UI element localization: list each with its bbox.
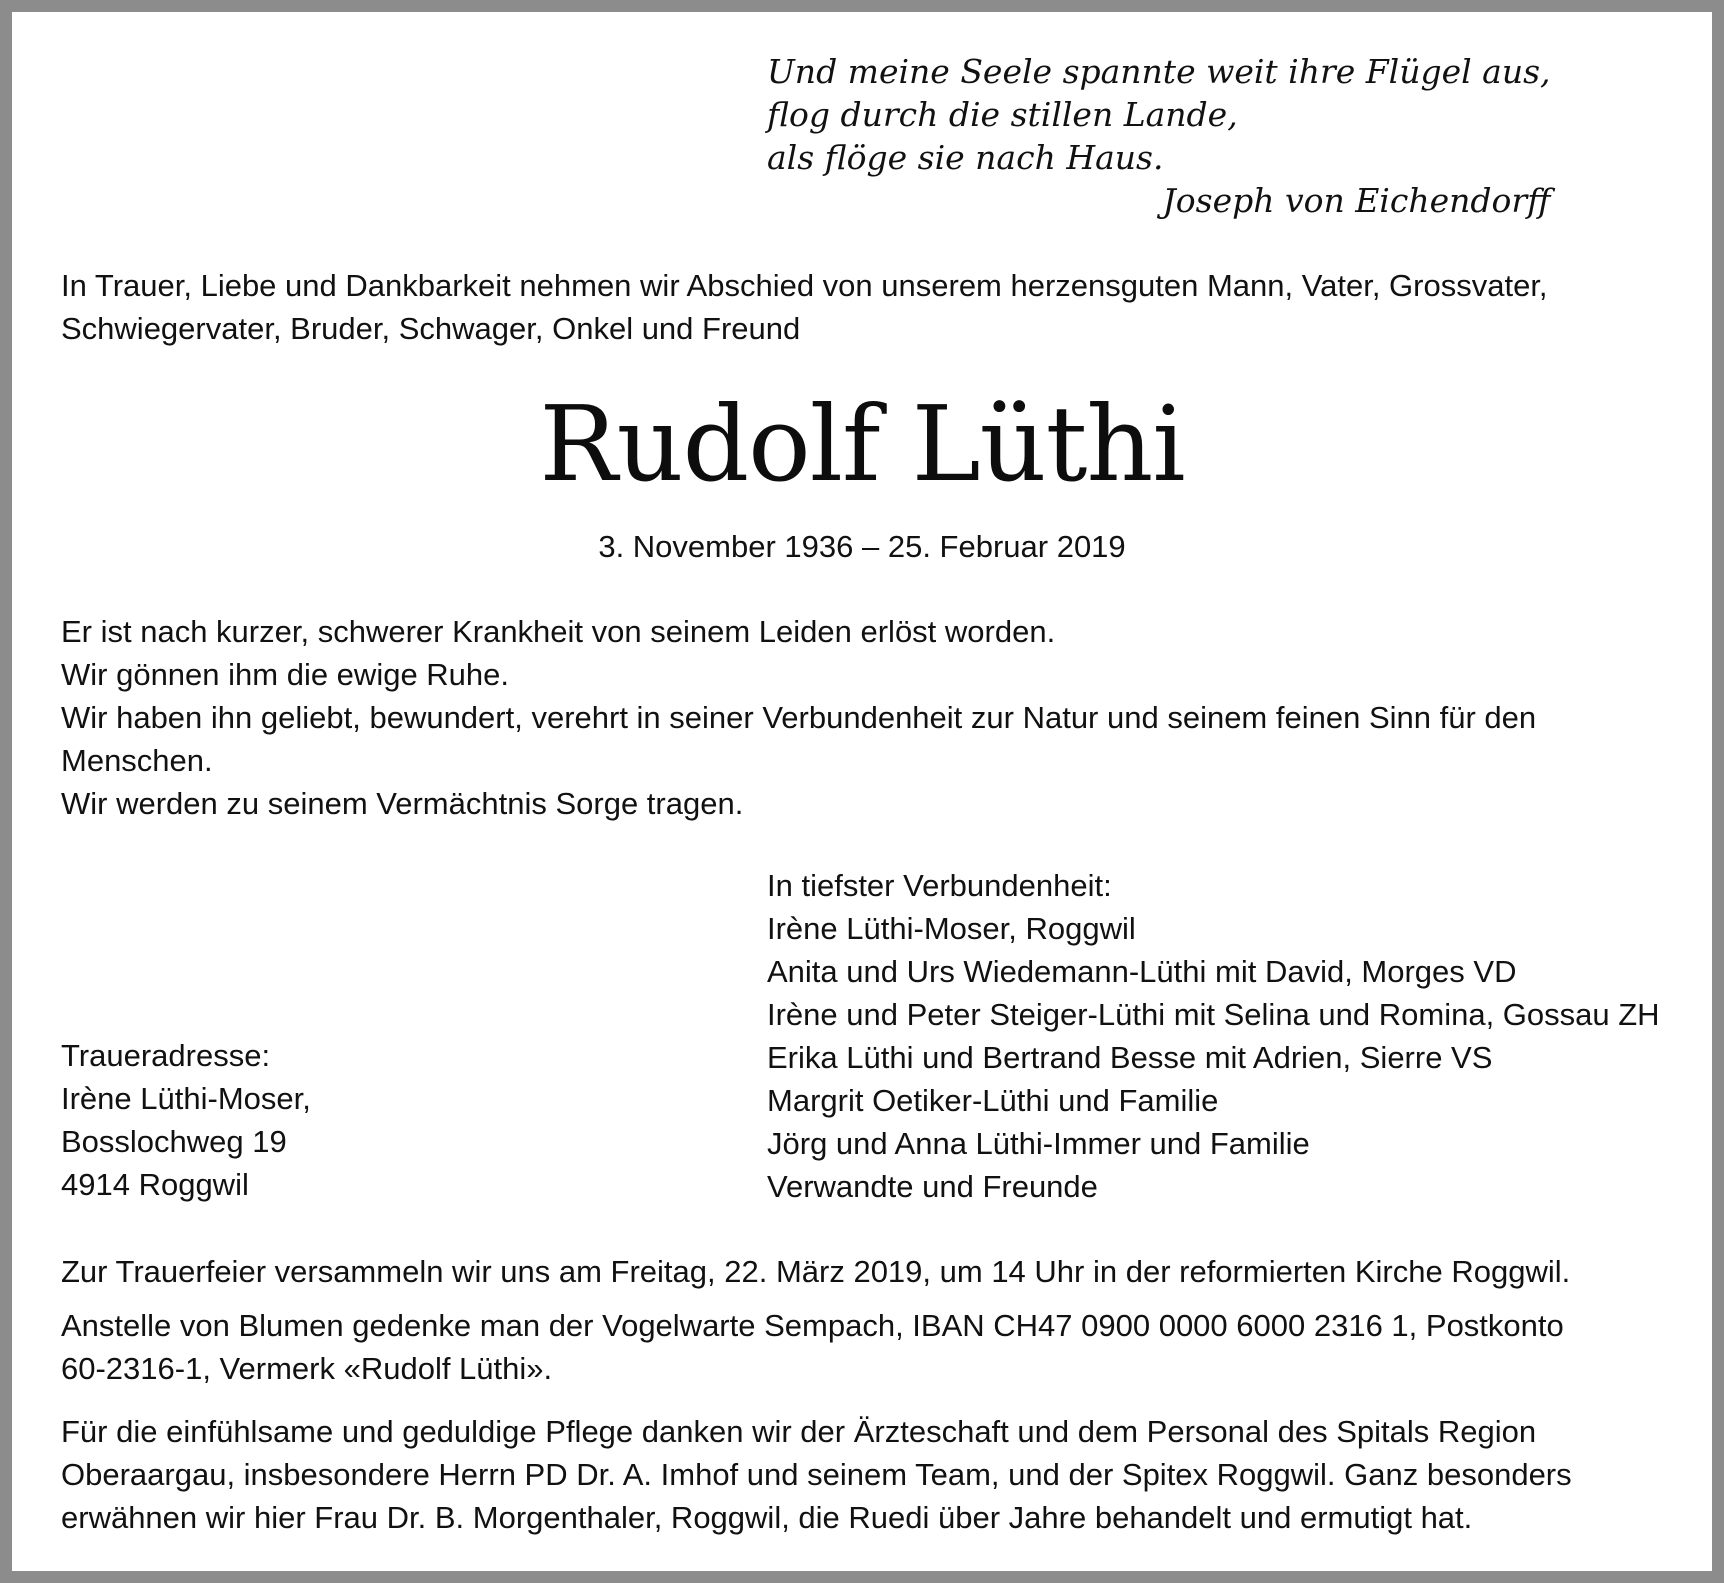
mourner-name: Anita und Urs Wiedemann-Lüthi mit David, Morges VD <box>767 954 1517 989</box>
address-heading: Traueradresse: <box>61 1038 271 1073</box>
ceremony-line: Zur Trauerfeier versammeln wir uns am Freitag, 22. März 2019, um 14 Uhr in der reformierten Kirche Roggwil. <box>61 1254 1571 1289</box>
address-line: Irène Lüthi-Moser, <box>61 1081 311 1116</box>
donation-paragraph <box>61 1304 1673 1390</box>
obituary-page <box>12 12 1712 1571</box>
mourner-name: Erika Lüthi und Bertrand Besse mit Adrien, Sierre VS <box>767 1040 1493 1075</box>
mourner-name: Irène und Peter Steiger-Lüthi mit Selina und Romina, Gossau ZH <box>767 997 1660 1032</box>
poem-line: als flöge sie nach Haus. <box>767 138 1164 177</box>
mourner-name: Verwandte und Freunde <box>767 1169 1098 1204</box>
intro-line: Schwiegervater, Bruder, Schwager, Onkel und Freund <box>61 311 801 346</box>
donation-line: 60-2316-1, Vermerk «Rudolf Lüthi». <box>61 1351 553 1386</box>
thanks-paragraph <box>61 1410 1673 1539</box>
statement-line: Menschen. <box>61 743 213 778</box>
poem-line: Und meine Seele spannte weit ihre Flügel aus, <box>767 52 1551 91</box>
poem-line: flog durch die stillen Lande, <box>767 95 1238 134</box>
mourning-address <box>61 1034 311 1206</box>
thanks-line: Oberaargau, insbesondere Herrn PD Dr. A. Imhof und seinem Team, und der Spitex Roggwil. Ganz besonders <box>61 1457 1572 1492</box>
poem-author: Joseph von Eichendorff <box>1162 181 1551 220</box>
statement-line: Wir gönnen ihm die ewige Ruhe. <box>61 657 510 692</box>
ceremony-paragraph <box>61 1250 1673 1293</box>
statement-line: Wir werden zu seinem Vermächtnis Sorge tragen. <box>61 786 744 821</box>
intro-line: In Trauer, Liebe und Dankbarkeit nehmen wir Abschied von unserem herzensguten Mann, Vater, Grossvater, <box>61 268 1548 303</box>
intro-paragraph <box>61 264 1673 350</box>
statement-line: Er ist nach kurzer, schwerer Krankheit von seinem Leiden erlöst worden. <box>61 614 1056 649</box>
donation-line: Anstelle von Blumen gedenke man der Vogelwarte Sempach, IBAN CH47 0900 0000 6000 2316 1, Postkonto <box>61 1308 1564 1343</box>
thanks-line: Für die einfühlsame und geduldige Pflege danken wir der Ärzteschaft und dem Personal des Spitals Region <box>61 1414 1537 1449</box>
mourner-name: Irène Lüthi-Moser, Roggwil <box>767 911 1136 946</box>
poem-quote <box>767 50 1551 222</box>
mourner-name: Jörg und Anna Lüthi-Immer und Familie <box>767 1126 1310 1161</box>
address-line: Bosslochweg 19 <box>61 1124 287 1159</box>
statement-paragraph <box>61 610 1673 825</box>
statement-line: Wir haben ihn geliebt, bewundert, verehrt in seiner Verbundenheit zur Natur und seinem feinen Sinn für den <box>61 700 1537 735</box>
life-dates: 3. November 1936 – 25. Februar 2019 <box>598 529 1126 564</box>
mourners-list <box>767 864 1660 1208</box>
address-line: 4914 Roggwil <box>61 1167 249 1202</box>
mourners-heading: In tiefster Verbundenheit: <box>767 868 1112 903</box>
mourner-name: Margrit Oetiker-Lüthi und Familie <box>767 1083 1219 1118</box>
deceased-name: Rudolf Lüthi <box>539 383 1185 505</box>
thanks-line: erwähnen wir hier Frau Dr. B. Morgenthaler, Roggwil, die Ruedi über Jahre behandelt und ermutigt hat. <box>61 1500 1473 1535</box>
